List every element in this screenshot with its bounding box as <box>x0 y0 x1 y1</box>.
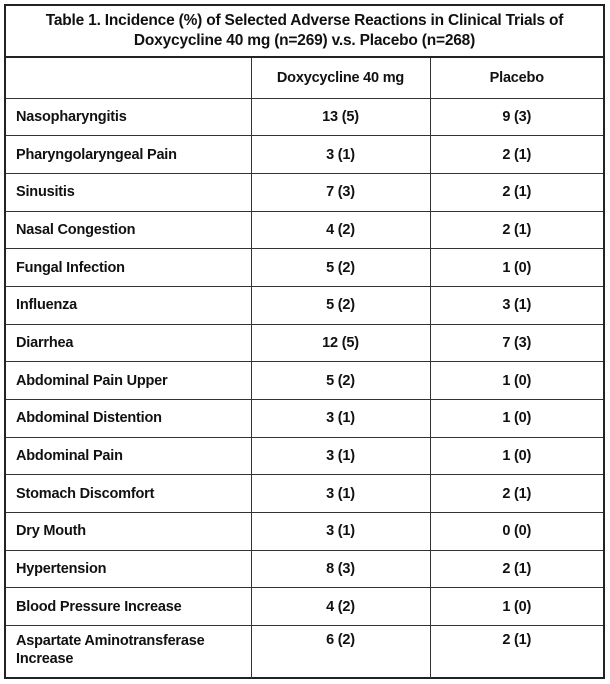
doxycycline-cell: 4 (2) <box>251 211 430 249</box>
placebo-cell: 2 (1) <box>430 475 603 513</box>
table-row <box>6 324 603 362</box>
placebo-cell: 0 (0) <box>430 513 603 551</box>
table-row <box>6 98 603 136</box>
table-row <box>6 173 603 211</box>
doxycycline-cell: 6 (2) <box>251 626 430 679</box>
placebo-cell: 3 (1) <box>430 286 603 324</box>
reaction-cell: Abdominal Pain <box>6 437 251 475</box>
doxycycline-cell: 3 (1) <box>251 400 430 438</box>
reaction-cell: Nasopharyngitis <box>6 98 251 136</box>
placebo-cell: 2 (1) <box>430 211 603 249</box>
adverse-reactions-table <box>4 4 605 679</box>
table-row <box>6 249 603 287</box>
doxycycline-cell: 8 (3) <box>251 550 430 588</box>
table-row <box>6 286 603 324</box>
reaction-cell: Blood Pressure Increase <box>6 588 251 626</box>
placebo-cell: 1 (0) <box>430 437 603 475</box>
reaction-cell: Hypertension <box>6 550 251 588</box>
doxycycline-cell: 5 (2) <box>251 249 430 287</box>
doxycycline-cell: 3 (1) <box>251 136 430 174</box>
table-row <box>6 475 603 513</box>
doxycycline-cell: 4 (2) <box>251 588 430 626</box>
doxycycline-cell: 3 (1) <box>251 475 430 513</box>
reaction-cell: Diarrhea <box>6 324 251 362</box>
doxycycline-cell: 12 (5) <box>251 324 430 362</box>
placebo-cell: 7 (3) <box>430 324 603 362</box>
placebo-cell: 1 (0) <box>430 249 603 287</box>
reaction-cell: Fungal Infection <box>6 249 251 287</box>
table-row <box>6 588 603 626</box>
reaction-cell: Pharyngolaryngeal Pain <box>6 136 251 174</box>
reaction-cell: Influenza <box>6 286 251 324</box>
table-row <box>6 626 603 679</box>
doxycycline-cell: 3 (1) <box>251 513 430 551</box>
doxycycline-cell: 13 (5) <box>251 98 430 136</box>
placebo-cell: 1 (0) <box>430 362 603 400</box>
placebo-cell: 9 (3) <box>430 98 603 136</box>
header-doxycycline: Doxycycline 40 mg <box>251 58 430 98</box>
table-title <box>6 6 603 58</box>
placebo-cell: 2 (1) <box>430 136 603 174</box>
placebo-cell: 2 (1) <box>430 550 603 588</box>
reaction-cell: Sinusitis <box>6 173 251 211</box>
table-row <box>6 437 603 475</box>
reaction-cell: Dry Mouth <box>6 513 251 551</box>
placebo-cell: 2 (1) <box>430 173 603 211</box>
table-row <box>6 211 603 249</box>
table-row <box>6 550 603 588</box>
reaction-cell: Stomach Discomfort <box>6 475 251 513</box>
placebo-cell: 1 (0) <box>430 400 603 438</box>
reaction-cell: Nasal Congestion <box>6 211 251 249</box>
reaction-cell: Abdominal Distention <box>6 400 251 438</box>
table-row <box>6 513 603 551</box>
table-row <box>6 136 603 174</box>
table-row <box>6 362 603 400</box>
doxycycline-cell: 7 (3) <box>251 173 430 211</box>
data-table <box>6 58 603 679</box>
reaction-cell: Abdominal Pain Upper <box>6 362 251 400</box>
doxycycline-cell: 3 (1) <box>251 437 430 475</box>
reaction-cell: Aspartate Aminotransferase Increase <box>6 626 251 679</box>
header-placebo: Placebo <box>430 58 603 98</box>
header-row <box>6 58 603 98</box>
placebo-cell: 2 (1) <box>430 626 603 679</box>
table-title-line1: Table 1. Incidence (%) of Selected Adverse Reactions in Clinical Trials of <box>45 12 564 29</box>
placebo-cell: 1 (0) <box>430 588 603 626</box>
table-title-line2: Doxycycline 40 mg (n=269) v.s. Placebo (n=268) <box>133 32 476 49</box>
table-row <box>6 400 603 438</box>
doxycycline-cell: 5 (2) <box>251 286 430 324</box>
header-reaction <box>6 58 251 98</box>
doxycycline-cell: 5 (2) <box>251 362 430 400</box>
table-body <box>6 98 603 679</box>
